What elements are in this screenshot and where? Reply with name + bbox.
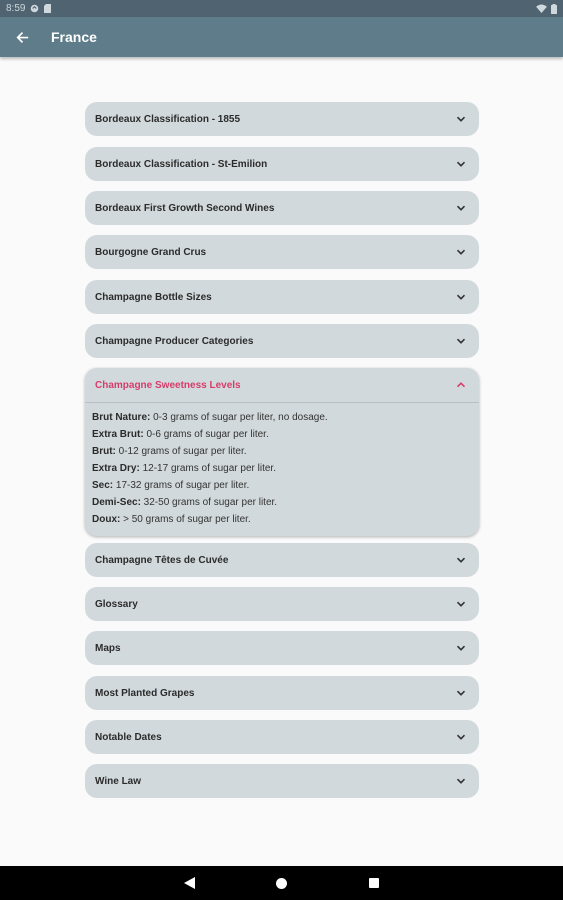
system-nav-bar <box>0 866 563 900</box>
accordion-header[interactable] <box>85 235 479 269</box>
accordion-panel <box>85 102 479 136</box>
sweetness-level-description: 17-32 grams of sugar per liter. <box>113 480 250 491</box>
sweetness-level-term: Extra Dry: <box>92 463 140 474</box>
accordion-panel <box>85 631 479 665</box>
sweetness-level-item <box>92 477 469 494</box>
accordion-body <box>85 402 479 536</box>
accordion-title: Bordeaux First Growth Second Wines <box>95 202 275 214</box>
accordion-title: Notable Dates <box>95 731 162 743</box>
accordion-panel <box>85 543 479 577</box>
battery-icon <box>551 4 557 14</box>
accordion-title: Most Planted Grapes <box>95 687 195 699</box>
chevron-down-icon <box>455 775 467 787</box>
accordion-panel <box>85 235 479 269</box>
nav-home-button[interactable] <box>275 876 289 890</box>
accordion-panel <box>85 587 479 621</box>
chevron-down-icon <box>455 687 467 699</box>
chevron-down-icon <box>455 158 467 170</box>
chevron-down-icon <box>455 598 467 610</box>
accordion-header[interactable] <box>85 102 479 136</box>
sweetness-level-description: 0-3 grams of sugar per liter, no dosage. <box>150 412 328 423</box>
sweetness-level-item <box>92 409 469 426</box>
sweetness-level-term: Brut: <box>92 446 116 457</box>
circle-home-icon <box>276 878 287 889</box>
sweetness-level-term: Doux: <box>92 514 121 525</box>
sweetness-level-description: 32-50 grams of sugar per liter. <box>140 497 278 508</box>
accordion-header[interactable] <box>85 280 479 314</box>
accordion-header[interactable] <box>85 764 479 798</box>
wifi-icon <box>536 4 547 13</box>
chevron-down-icon <box>455 731 467 743</box>
back-button[interactable] <box>4 19 40 55</box>
accordion-panel <box>85 764 479 798</box>
sweetness-level-item <box>92 511 469 528</box>
accordion-header[interactable] <box>85 368 479 402</box>
accordion-header[interactable] <box>85 676 479 710</box>
page-title: France <box>51 29 97 45</box>
arrow-back-icon <box>16 31 29 44</box>
accordion-header[interactable] <box>85 324 479 358</box>
accordion-title: Champagne Producer Categories <box>95 335 254 347</box>
sweetness-level-description: 0-12 grams of sugar per liter. <box>115 446 247 457</box>
accordion-title: Bordeaux Classification - 1855 <box>95 113 241 125</box>
accordion-panel <box>85 191 479 225</box>
accordion-header[interactable] <box>85 720 479 754</box>
app-bar <box>0 17 563 57</box>
sync-status-icon <box>30 4 39 13</box>
accordion-header[interactable] <box>85 543 479 577</box>
sweetness-level-description: 0-6 grams of sugar per liter. <box>143 429 269 440</box>
accordion-title: Champagne Têtes de Cuvée <box>95 554 229 566</box>
accordion-title: Glossary <box>95 598 138 610</box>
accordion-header[interactable] <box>85 147 479 181</box>
sweetness-level-term: Brut Nature: <box>92 412 151 423</box>
accordion-title: Wine Law <box>95 775 142 787</box>
accordion-header[interactable] <box>85 587 479 621</box>
sd-card-icon <box>44 4 51 13</box>
accordion-panel <box>85 368 479 536</box>
sweetness-level-item <box>92 460 469 477</box>
sweetness-level-item <box>92 494 469 511</box>
sweetness-level-term: Sec: <box>92 480 114 491</box>
sweetness-level-term: Extra Brut: <box>92 429 144 440</box>
accordion-panel <box>85 280 479 314</box>
chevron-down-icon <box>455 291 467 303</box>
accordion-header[interactable] <box>85 191 479 225</box>
accordion-title: Champagne Sweetness Levels <box>95 379 241 391</box>
accordion-title: Bourgogne Grand Crus <box>95 246 207 258</box>
chevron-down-icon <box>455 335 467 347</box>
chevron-down-icon <box>455 246 467 258</box>
accordion-title: Maps <box>95 642 121 654</box>
square-recents-icon <box>369 878 379 888</box>
accordion-header[interactable] <box>85 631 479 665</box>
accordion-panel <box>85 676 479 710</box>
accordion-panel <box>85 147 479 181</box>
chevron-down-icon <box>455 642 467 654</box>
sweetness-level-description: 12-17 grams of sugar per liter. <box>139 463 276 474</box>
status-time: 8:59 <box>6 3 26 14</box>
accordion-panel <box>85 324 479 358</box>
accordion-panel <box>85 720 479 754</box>
nav-back-button[interactable] <box>183 876 197 890</box>
accordion-list <box>0 57 563 866</box>
accordion-title: Champagne Bottle Sizes <box>95 291 212 303</box>
chevron-down-icon <box>455 113 467 125</box>
sweetness-level-description: > 50 grams of sugar per liter. <box>120 514 251 525</box>
chevron-down-icon <box>455 554 467 566</box>
sweetness-level-term: Demi-Sec: <box>92 497 141 508</box>
chevron-down-icon <box>455 202 467 214</box>
accordion-title: Bordeaux Classification - St-Émilion <box>95 158 268 170</box>
triangle-back-icon <box>184 877 195 889</box>
sweetness-level-item <box>92 426 469 443</box>
status-bar <box>0 0 563 17</box>
nav-recents-button[interactable] <box>367 876 381 890</box>
sweetness-level-item <box>92 443 469 460</box>
chevron-up-icon <box>455 379 467 391</box>
